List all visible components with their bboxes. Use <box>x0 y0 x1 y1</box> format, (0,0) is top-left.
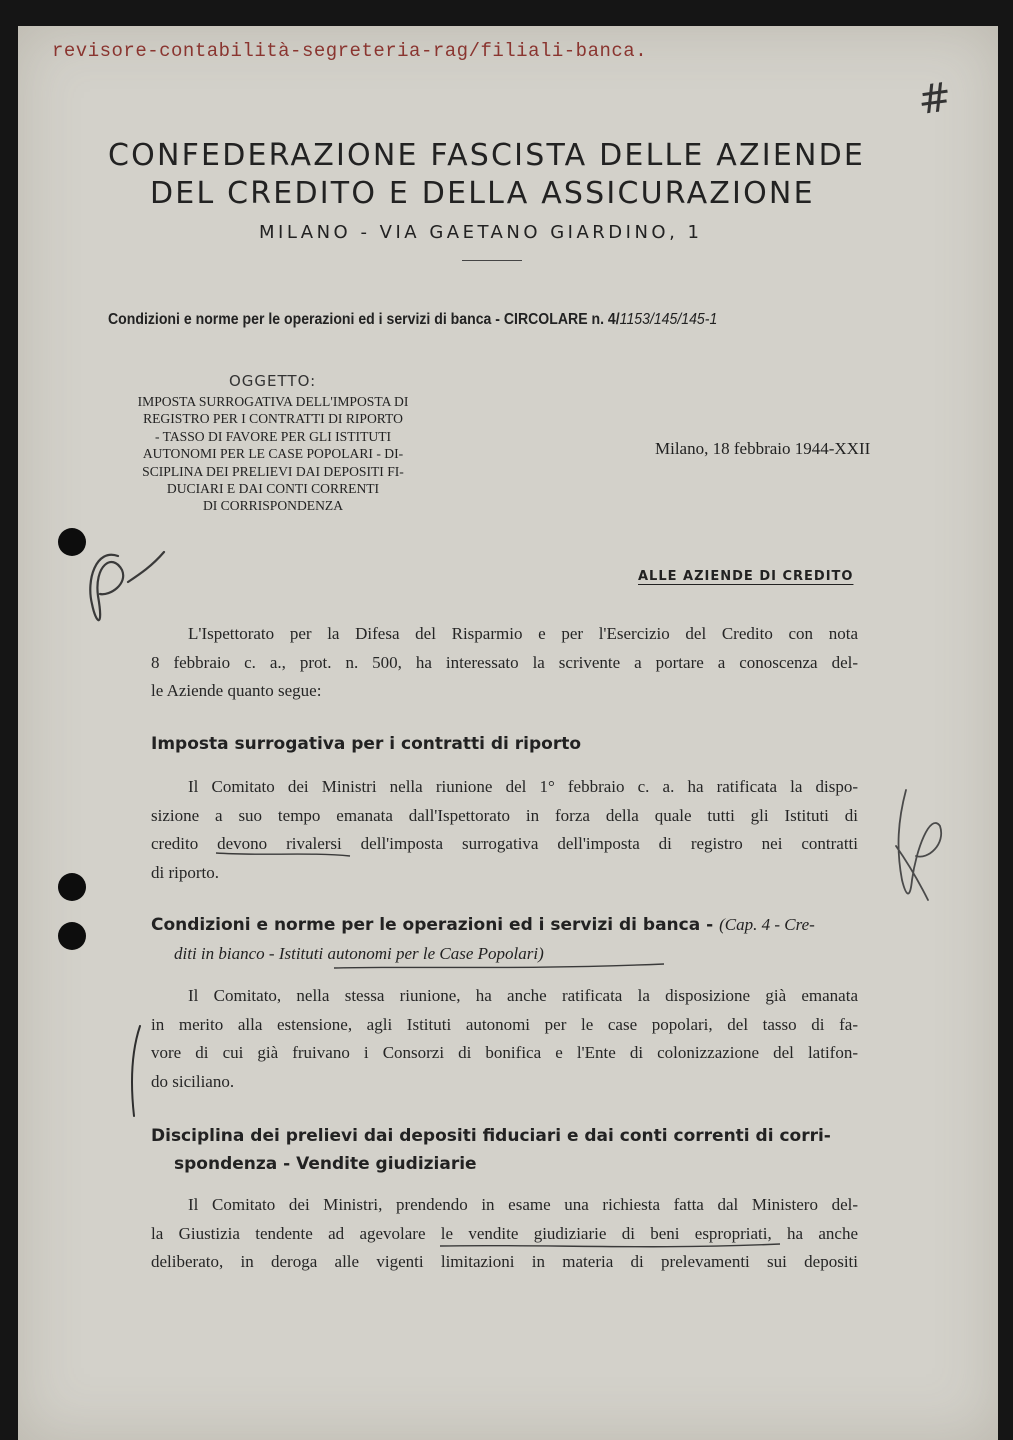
paragraph-line: la Giustizia tendente ad agevolare le vendite giudiziarie di beni espropriati, ha anche <box>151 1223 858 1243</box>
underline-vendite-giudiziarie <box>440 1244 780 1247</box>
oggetto-line: AUTONOMI PER LE CASE POPOLARI - DI- <box>142 446 404 462</box>
paragraph-line: Il Comitato dei Ministri, prendendo in esame una richiesta fatta dal Ministero del- <box>188 1195 858 1214</box>
paragraph-line: in merito alla estensione, agli Istituti autonomi per le case popolari, del tasso di fa- <box>151 1014 858 1034</box>
header-address: MILANO - VIA GAETANO GIARDINO, 1 <box>259 222 703 243</box>
paragraph-line: sizione a suo tempo emanata dall'Ispettorato in forza della quale tutti gli Istituti di <box>151 805 858 825</box>
section-title-text: Condizioni e norme per le operazioni ed i servizi di banca - <box>151 915 720 935</box>
paragraph-line: credito devono rivalersi dell'imposta surrogativa dell'imposta di registro nei contratti <box>151 834 858 854</box>
oggetto-line: DUCIARI E DAI CONTI CORRENTI <box>166 481 380 497</box>
circular-reference-number: 1153/145/145-1 <box>619 311 718 328</box>
oggetto-line: - TASSO DI FAVORE PER GLI ISTITUTI <box>154 428 392 444</box>
oggetto-line: REGISTRO PER I CONTRATTI DI RIPORTO <box>143 411 403 427</box>
initials-mark-left <box>90 552 164 620</box>
typed-routing-note: revisore-contabilità-segreteria-rag/filiali-banca. <box>52 40 648 62</box>
paragraph-line: Il Comitato dei Ministri nella riunione del 1° febbraio c. a. ha ratificata la dispo- <box>188 777 858 796</box>
handwritten-corner-mark: # <box>914 73 955 125</box>
section-title-italic: diti in bianco - Istituti autonomi per le Case Popolari) <box>174 944 544 963</box>
oggetto-line: SCIPLINA DEI PRELIEVI DAI DEPOSITI FI- <box>142 463 404 479</box>
oggetto-label: OGGETTO: <box>229 372 317 390</box>
paragraph-line: L'Ispettorato per la Difesa del Risparmio e per l'Esercizio del Credito con nota <box>188 624 858 643</box>
section-title-disciplina: Disciplina dei prelievi dai depositi fiduciari e dai conti correnti di corri- <box>151 1126 831 1146</box>
margin-bracket <box>132 1026 140 1116</box>
header-line-2: DEL CREDITO E DELLA ASSICURAZIONE <box>150 176 815 211</box>
section-title-italic: (Cap. 4 - Cre- <box>719 915 815 934</box>
paragraph-line: Il Comitato, nella stessa riunione, ha anche ratificata la disposizione già emanata <box>188 986 858 1005</box>
initials-mark-right <box>896 790 941 900</box>
document-date: Milano, 18 febbraio 1944-XXII <box>655 439 871 458</box>
underline-devono-rivalersi <box>216 853 350 856</box>
oggetto-line: IMPOSTA SURROGATIVA DELL'IMPOSTA DI <box>137 394 409 409</box>
addressee: ALLE AZIENDE DI CREDITO <box>638 569 854 584</box>
header-line-1: CONFEDERAZIONE FASCISTA DELLE AZIENDE <box>108 138 866 173</box>
paragraph-line: deliberato, in deroga alle vigenti limitazioni in materia di prelevamenti sui depositi <box>151 1252 858 1272</box>
circular-subtitle-text: Condizioni e norme per le operazioni ed i servizi di banca - CIRCOLARE n. 4/ <box>108 311 620 328</box>
paragraph-line: di riporto. <box>151 863 219 883</box>
oggetto-line: DI CORRISPONDENZA <box>202 498 344 514</box>
section-title-imposta: Imposta surrogativa per i contratti di riporto <box>151 734 582 754</box>
paragraph-line: do siciliano. <box>151 1072 235 1092</box>
section-title-disciplina-line2: spondenza - Vendite giudiziarie <box>174 1154 477 1174</box>
paragraph-line: vore di cui già fruivano i Consorzi di bonifica e l'Ente di colonizzazione del latifon- <box>151 1043 858 1063</box>
paragraph-line: le Aziende quanto segue: <box>151 681 322 701</box>
underline-istituti-autonomi <box>334 964 664 968</box>
paragraph-line: 8 febbraio c. a., prot. n. 500, ha interessato la scrivente a portare a conoscenza del- <box>151 652 858 672</box>
